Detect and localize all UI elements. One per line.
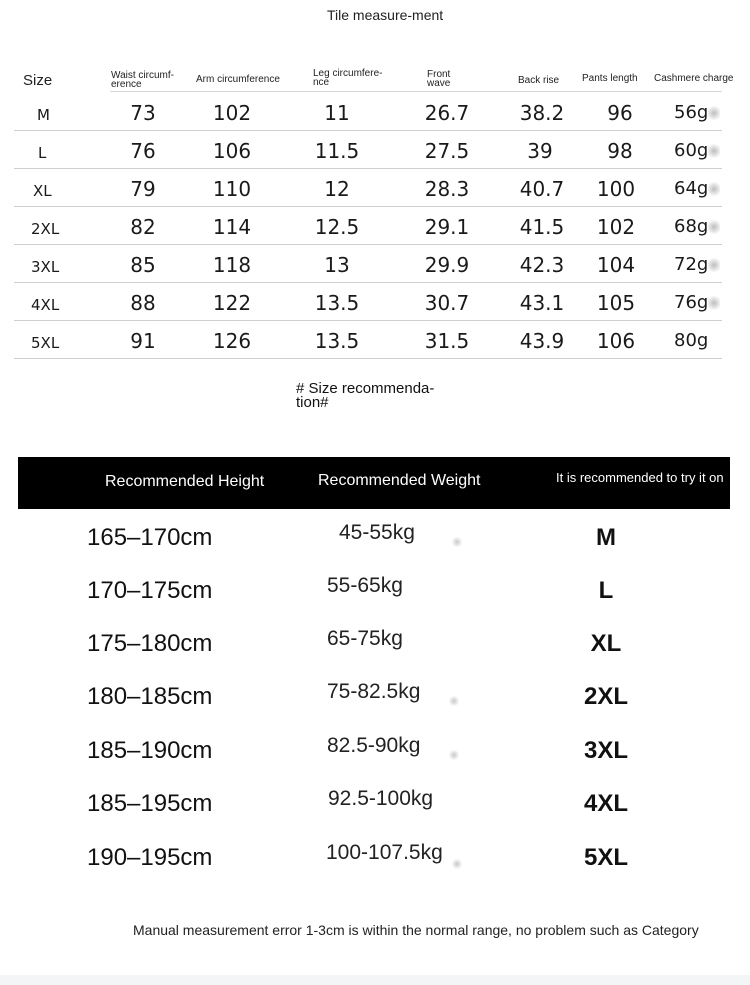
height-cell: 185–190cm bbox=[87, 737, 213, 764]
header-cashmere: Cashmere charge bbox=[654, 73, 734, 84]
back-rise-cell: 41.5 bbox=[519, 215, 565, 239]
recommendation-row bbox=[0, 680, 750, 735]
back-rise-cell: 40.7 bbox=[519, 177, 565, 201]
table-row bbox=[0, 92, 750, 130]
smudge bbox=[449, 749, 459, 761]
bottom-strip bbox=[0, 975, 750, 985]
weight-cell: 65-75kg bbox=[327, 627, 403, 650]
cashmere-cell: 64g bbox=[674, 178, 709, 199]
front-wave-cell: 29.9 bbox=[424, 253, 470, 277]
weight-cell: 82.5-90kg bbox=[327, 734, 421, 757]
recommendation-row bbox=[0, 574, 750, 629]
pants-length-cell: 105 bbox=[596, 291, 636, 315]
front-wave-cell: 27.5 bbox=[424, 139, 470, 163]
recommendation-row bbox=[0, 521, 750, 576]
leg-cell: 11 bbox=[324, 101, 350, 125]
table-row bbox=[0, 168, 750, 206]
row-divider bbox=[14, 358, 722, 359]
cashmere-cell: 68g bbox=[674, 216, 709, 237]
recommendation-row bbox=[0, 787, 750, 842]
table-row bbox=[0, 282, 750, 320]
smudge bbox=[708, 104, 720, 122]
smudge bbox=[708, 180, 720, 198]
waist-cell: 88 bbox=[130, 291, 156, 315]
arm-cell: 106 bbox=[212, 139, 252, 163]
waist-cell: 91 bbox=[130, 329, 156, 353]
pants-length-cell: 102 bbox=[596, 215, 636, 239]
leg-cell: 12.5 bbox=[314, 215, 360, 239]
cashmere-cell: 60g bbox=[674, 140, 709, 161]
weight-cell: 55-65kg bbox=[327, 574, 403, 597]
table-row bbox=[0, 320, 750, 358]
leg-cell: 13.5 bbox=[314, 329, 360, 353]
cashmere-cell: 76g bbox=[674, 292, 709, 313]
back-rise-cell: 42.3 bbox=[519, 253, 565, 277]
height-cell: 185–195cm bbox=[87, 790, 213, 817]
back-rise-cell: 43.9 bbox=[519, 329, 565, 353]
waist-cell: 82 bbox=[130, 215, 156, 239]
recommendation-header bbox=[18, 457, 730, 509]
height-cell: 175–180cm bbox=[87, 630, 213, 657]
weight-cell: 75-82.5kg bbox=[327, 680, 421, 703]
size-cell: 2XL bbox=[31, 220, 60, 238]
weight-cell: 92.5-100kg bbox=[328, 787, 434, 810]
table-row bbox=[0, 130, 750, 168]
recommendation-row bbox=[0, 734, 750, 789]
measurement-table bbox=[0, 0, 750, 360]
arm-cell: 114 bbox=[212, 215, 252, 239]
size-cell: L bbox=[598, 577, 614, 604]
size-cell: M bbox=[37, 106, 50, 124]
arm-cell: 126 bbox=[212, 329, 252, 353]
cashmere-cell: 56g bbox=[674, 102, 709, 123]
smudge bbox=[449, 695, 459, 707]
height-cell: 170–175cm bbox=[87, 577, 213, 604]
height-cell: 180–185cm bbox=[87, 683, 213, 710]
size-cell: 5XL bbox=[31, 334, 60, 352]
smudge bbox=[452, 858, 462, 870]
arm-cell: 122 bbox=[212, 291, 252, 315]
smudge bbox=[708, 218, 720, 236]
size-cell: 4XL bbox=[31, 296, 60, 314]
header-size: Size bbox=[23, 72, 53, 89]
footnote: Manual measurement error 1-3cm is within the normal range, no problem such as Category bbox=[133, 922, 699, 938]
size-cell: 5XL bbox=[583, 844, 628, 871]
table-row bbox=[0, 244, 750, 282]
cashmere-cell: 80g bbox=[674, 330, 709, 351]
back-rise-cell: 43.1 bbox=[519, 291, 565, 315]
back-rise-cell: 39 bbox=[527, 139, 553, 163]
waist-cell: 79 bbox=[130, 177, 156, 201]
header-arm: Arm circumference bbox=[196, 74, 280, 85]
smudge bbox=[708, 142, 720, 160]
arm-cell: 102 bbox=[212, 101, 252, 125]
weight-cell: 100-107.5kg bbox=[326, 841, 443, 864]
front-wave-cell: 26.7 bbox=[424, 101, 470, 125]
header-weight: Recommended Weight bbox=[318, 472, 481, 489]
recommendation-row bbox=[0, 841, 750, 896]
pants-length-cell: 98 bbox=[607, 139, 633, 163]
cashmere-cell: 72g bbox=[674, 254, 709, 275]
pants-length-cell: 96 bbox=[607, 101, 633, 125]
front-wave-cell: 28.3 bbox=[424, 177, 470, 201]
leg-cell: 13 bbox=[324, 253, 350, 277]
header-height: Recommended Height bbox=[105, 473, 265, 490]
arm-cell: 118 bbox=[212, 253, 252, 277]
pants-length-cell: 104 bbox=[596, 253, 636, 277]
leg-cell: 12 bbox=[324, 177, 350, 201]
back-rise-cell: 38.2 bbox=[519, 101, 565, 125]
table-row bbox=[0, 206, 750, 244]
header-front-wave: Front wave bbox=[427, 69, 451, 89]
pants-length-cell: 106 bbox=[596, 329, 636, 353]
smudge bbox=[452, 536, 462, 548]
header-back-rise: Back rise bbox=[518, 75, 560, 86]
waist-cell: 85 bbox=[130, 253, 156, 277]
front-wave-cell: 29.1 bbox=[424, 215, 470, 239]
header-pants-length: Pants length bbox=[582, 73, 638, 84]
size-cell: XL bbox=[590, 630, 622, 657]
leg-cell: 13.5 bbox=[314, 291, 360, 315]
front-wave-cell: 30.7 bbox=[424, 291, 470, 315]
front-wave-cell: 31.5 bbox=[424, 329, 470, 353]
size-cell: M bbox=[596, 524, 616, 551]
waist-cell: 73 bbox=[130, 101, 156, 125]
arm-cell: 110 bbox=[212, 177, 252, 201]
weight-cell: 45-55kg bbox=[339, 521, 415, 544]
waist-cell: 76 bbox=[130, 139, 156, 163]
header-leg: Leg circumfere-nce bbox=[313, 68, 383, 88]
pants-length-cell: 100 bbox=[596, 177, 636, 201]
smudge bbox=[708, 256, 720, 274]
header-try-on: It is recommended to try it on bbox=[556, 470, 724, 485]
height-cell: 190–195cm bbox=[87, 844, 213, 871]
measurement-title: Tile measure-ment bbox=[327, 7, 444, 23]
recommendation-row bbox=[0, 627, 750, 682]
smudge bbox=[708, 294, 720, 312]
size-cell: L bbox=[38, 144, 47, 162]
recommendation-title: # Size recommenda-tion# bbox=[296, 380, 435, 411]
size-cell: 3XL bbox=[31, 258, 60, 276]
size-cell: 3XL bbox=[583, 737, 628, 764]
size-cell: 4XL bbox=[583, 790, 628, 817]
leg-cell: 11.5 bbox=[314, 139, 360, 163]
size-cell: XL bbox=[33, 182, 52, 200]
size-cell: 2XL bbox=[583, 683, 628, 710]
height-cell: 165–170cm bbox=[87, 524, 213, 551]
header-waist: Waist circumf-erence bbox=[111, 70, 174, 90]
